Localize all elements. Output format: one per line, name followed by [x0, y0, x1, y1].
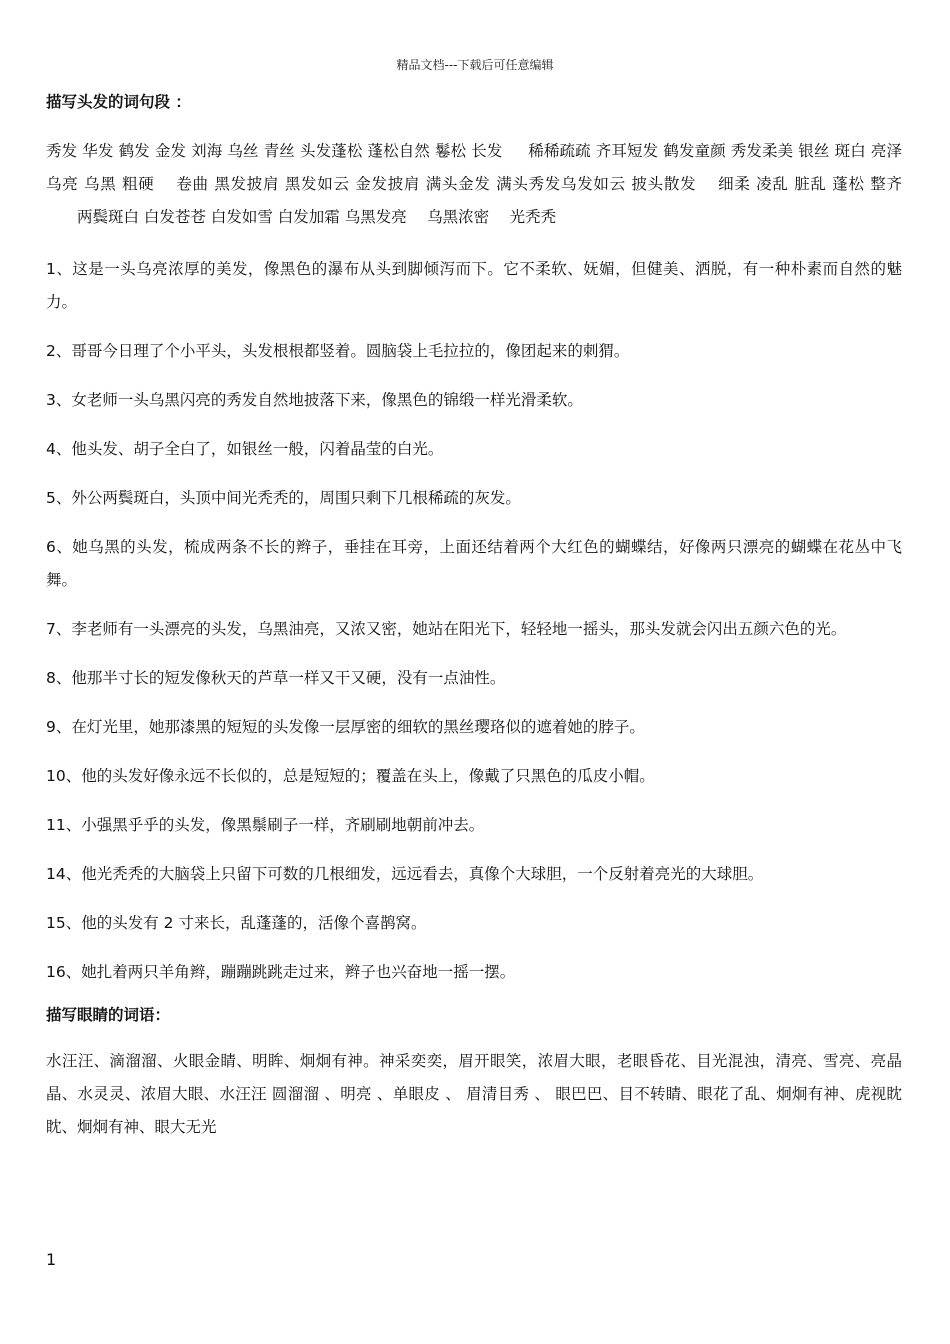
hair-sentence: 1、这是一头乌亮浓厚的美发，像黑色的瀑布从头到脚倾泻而下。它不柔软、妩媚，但健美、洒脱，有一种朴素而自然的魅力。: [46, 260, 902, 311]
page-header: 精品文档---下载后可任意编辑: [396, 58, 554, 72]
hair-section-title: 描写头发的词句段 ：: [46, 93, 191, 111]
hair-sentence: 15、他的头发有 2 寸来长，乱蓬蓬的，活像个喜鹊窝。: [46, 914, 427, 932]
hair-words-paragraph: 秀发 华发 鹤发 金发 刘海 乌丝 青丝 头发蓬松 蓬松自然 鬈松 长发 稀稀疏疏 齐耳短发 鹤发童颜 秀发柔美 银丝 斑白 亮泽乌亮 乌黑 粗硬 卷曲 黑发披肩 黑发如云 金发披肩 满头金发 满头秀发乌发如云 披头散发 细柔 凌乱 脏乱 蓬松 整齐 两鬓斑白 白发苍苍 白发如雪 白发加霜 乌黑发亮 乌黑浓密 光秃秃: [46, 142, 902, 226]
hair-sentence: 11、小强黑乎乎的头发，像黑鬃刷子一样，齐刷刷地朝前冲去。: [46, 816, 485, 834]
hair-sentence: 10、他的头发好像永远不长似的，总是短短的；覆盖在头上，像戴了只黑色的瓜皮小帽。: [46, 767, 655, 785]
hair-sentence: 4、他头发、胡子全白了，如银丝一般，闪着晶莹的白光。: [46, 440, 444, 458]
hair-sentence: 5、外公两鬓斑白，头顶中间光秃秃的，周围只剩下几根稀疏的灰发。: [46, 489, 521, 507]
hair-sentence: 2、哥哥今日理了个小平头，头发根根都竖着。圆脑袋上毛拉拉的，像团起来的刺猬。: [46, 342, 630, 360]
document-body: [46, 90, 902, 1144]
eyes-words-paragraph: 水汪汪、滴溜溜、火眼金睛、明眸、炯炯有神。神采奕奕，眉开眼笑，浓眉大眼，老眼昏花、目光混浊，清亮、雪亮、亮晶晶、水灵灵、浓眉大眼、水汪汪 圆溜溜 、明亮 、单眼皮 、 眉清目秀 、 眼巴巴、目不转睛、眼花了乱、炯炯有神、虎视眈眈、炯炯有神、眼大无光: [46, 1052, 902, 1136]
hair-sentence: 6、她乌黑的头发，梳成两条不长的辫子，垂挂在耳旁，上面还结着两个大红色的蝴蝶结，好像两只漂亮的蝴蝶在花丛中飞舞。: [46, 538, 902, 589]
hair-sentence: 16、她扎着两只羊角辫，蹦蹦跳跳走过来，辫子也兴奋地一摇一摆。: [46, 963, 516, 981]
hair-sentence: 9、在灯光里，她那漆黑的短短的头发像一层厚密的细软的黑丝璎珞似的遮着她的脖子。: [46, 718, 645, 736]
hair-sentence: 3、女老师一头乌黑闪亮的秀发自然地披落下来，像黑色的锦缎一样光滑柔软。: [46, 391, 583, 409]
eyes-section-title: 描写眼睛的词语：: [46, 1006, 171, 1024]
hair-sentence: 7、李老师有一头漂亮的头发，乌黑油亮，又浓又密，她站在阳光下，轻轻地一摇头，那头发就会闪出五颜六色的光。: [46, 620, 847, 638]
hair-sentence: 14、他光秃秃的大脑袋上只留下可数的几根细发，远远看去，真像个大球胆，一个反射着亮光的大球胆。: [46, 865, 764, 883]
hair-sentence: 8、他那半寸长的短发像秋天的芦草一样又干又硬，没有一点油性。: [46, 669, 506, 687]
page-number: 1: [46, 1250, 57, 1269]
